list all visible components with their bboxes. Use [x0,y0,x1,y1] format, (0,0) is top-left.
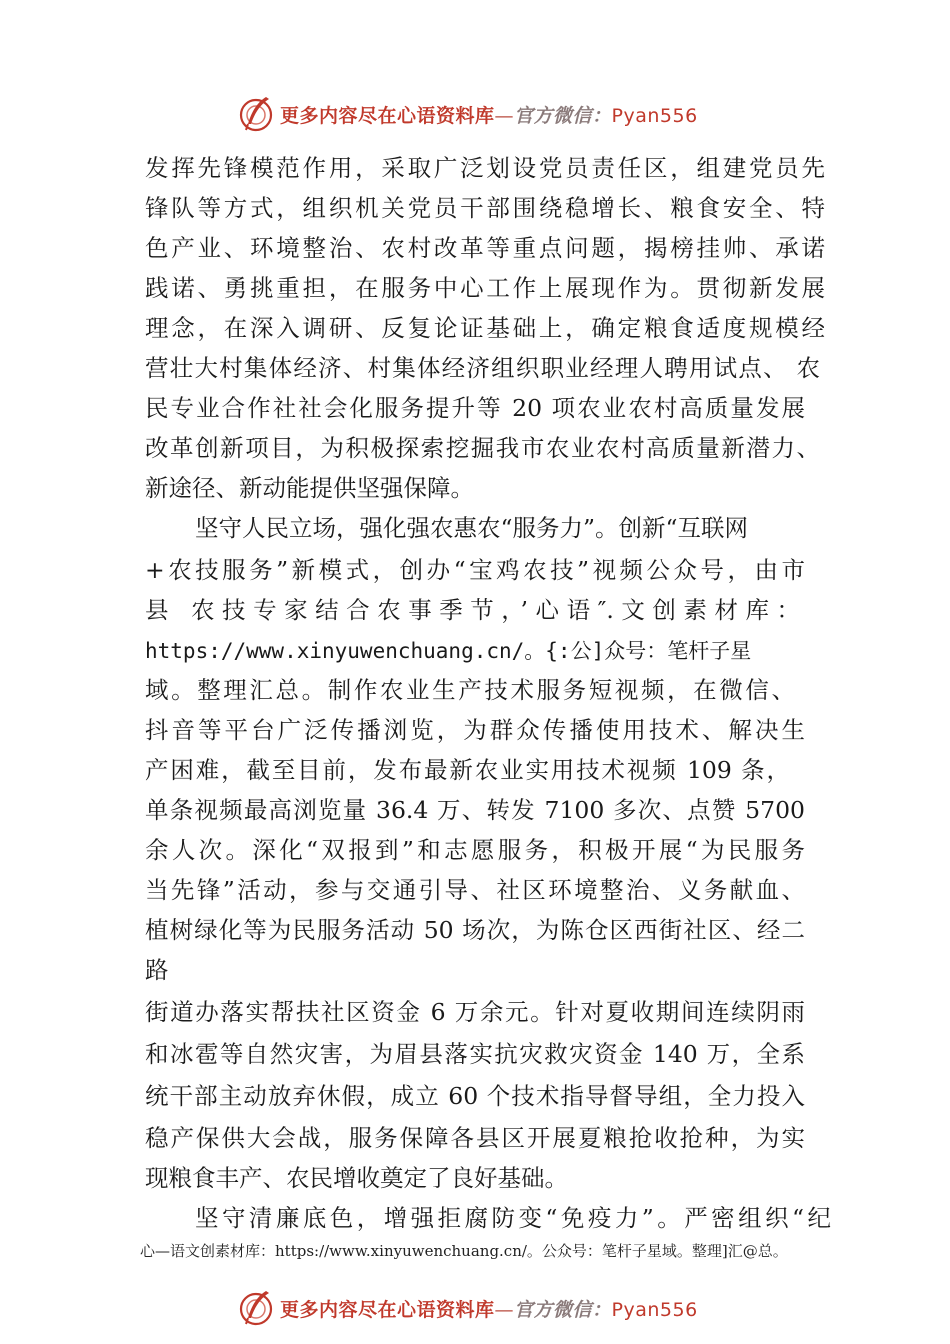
body-line-18: 余人次。深化“双报到”和志愿服务，积极开展“为民服务 [145,836,805,864]
banner-dash: — [494,104,515,127]
body-line-27: 坚守清廉底色，增强拒腐防变“免疫力”。严密组织“纪 [195,1204,831,1232]
header-banner [236,94,736,134]
body-line-24: 统干部主动放弃休假，成立 60 个技术指导督导组，全力投入 [145,1082,805,1110]
body-line-19: 当先锋”活动，参与交通引导、社区环境整治、义务献血、 [145,876,805,904]
footer-banner [236,1288,736,1328]
body-line-7: 民专业合作社社会化服务提升等 20 项农业农村高质量发展 [145,394,805,422]
quill-logo-icon [236,1288,276,1328]
quill-logo-icon [236,94,276,134]
body-line-17: 单条视频最高浏览量 36.4 万、转发 7100 多次、点赞 5700 [145,796,805,824]
body-line-21: 路 [145,956,169,984]
body-line-3: 色产业、环境整治、农村改革等重点问题，揭榜挂帅、承诺 [145,234,825,262]
footer-banner-site-name: 更多内容尽在心语资料库 [280,1298,495,1321]
body-line-4: 践诺、勇挑重担，在服务中心工作上展现作为。贯彻新发展 [145,274,825,302]
body-line-13 [145,630,815,670]
footer-banner-wechat-id: Pyan556 [611,1298,698,1321]
body-line-16: 产困难，截至目前，发布最新农业实用技术视频 109 条， [145,756,790,784]
body-line-15: 抖音等平台广泛传播浏览，为群众传播使用技术、解决生 [145,716,805,744]
body-line-10: 坚守人民立场，强化强农惠农“服务力”。创新“互联网 [195,514,749,542]
body-line-12: 县 农技专家结合农事季节，’心语″.文创素材库： [145,596,800,624]
body-line-13-text: https://www.xinyuwenchuang.cn/。{:公]众号：笔杆子星 [145,639,752,663]
body-line-11: +农技服务”新模式，创办“宝鸡农技”视频公众号，由市 [145,556,805,584]
body-line-8: 改革创新项目，为积极探索挖掘我市农业农村高质量新潜力、 [145,434,820,462]
body-line-23: 和冰雹等自然灾害，为眉县落实抗灾救灾资金 140 万，全系 [145,1040,805,1068]
body-line-9: 新途径、新动能提供坚强保障。 [145,474,474,502]
banner-wechat-label: 官方微信： [514,104,612,127]
body-line-6: 营壮大村集体经济、村集体经济组织职业经理人聘用试点、 农 [145,354,820,382]
banner-site-name: 更多内容尽在心语资料库 [280,104,495,127]
body-line-25: 稳产保供大会战，服务保障各县区开展夏粮抢收抢种，为实 [145,1124,805,1152]
body-line-22: 街道办落实帮扶社区资金 6 万余元。针对夏收期间连续阴雨 [145,998,805,1026]
banner-wechat-id: Pyan556 [611,104,698,127]
body-line-26: 现粮食丰产、农民增收奠定了良好基础。 [145,1164,568,1192]
body-line-20: 植树绿化等为民服务活动 50 场次，为陈仓区西街社区、经二 [145,916,805,944]
body-line-1: 发挥先锋模范作用，采取广泛划设党员责任区，组建党员先 [145,154,825,182]
body-line-2: 锋队等方式，组织机关党员干部围绕稳增长、粮食安全、特 [145,194,825,222]
footer-banner-wechat-label: 官方微信： [514,1298,612,1321]
body-line-5: 理念，在深入调研、反复论证基础上，确定粮食适度规模经 [145,314,825,342]
footer-note: 心—语文创素材库：https://www.xinyuwenchuang.cn/。公众号：笔杆子星域。整理]汇@总。 [140,1242,788,1260]
banner-text [280,101,698,128]
footer-banner-dash: — [494,1298,515,1321]
body-line-14: 域。整理汇总。制作农业生产技术服务短视频，在微信、 [145,676,795,704]
footer-banner-text [280,1295,698,1322]
